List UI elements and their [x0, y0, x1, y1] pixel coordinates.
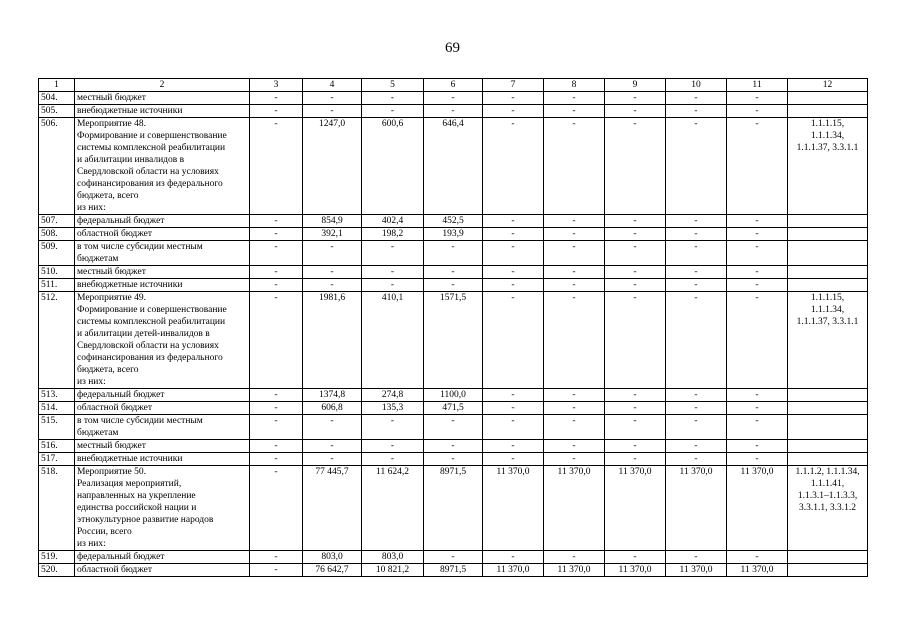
value-col-10: 11 370,0 [666, 564, 727, 577]
value-col-4: 854,9 [303, 215, 362, 228]
value-col-7: - [483, 215, 544, 228]
value-col-6: 8971,5 [424, 564, 483, 577]
value-col-9: - [605, 292, 666, 389]
value-col-9: - [605, 118, 666, 215]
row-name-line: Реализация мероприятий, [77, 479, 182, 489]
value-col-6: - [424, 440, 483, 453]
row-name [75, 215, 250, 228]
row-name-line: федеральный бюджет [77, 552, 165, 562]
value-col-8: - [544, 292, 605, 389]
value-col-7: - [483, 92, 544, 105]
value-col-4: 606,8 [303, 402, 362, 415]
row-name [75, 564, 250, 577]
table-row [39, 279, 868, 292]
row-name [75, 266, 250, 279]
value-col-3: - [250, 105, 303, 118]
value-col-6: 452,5 [424, 215, 483, 228]
value-col-8: - [544, 453, 605, 466]
value-col-7: - [483, 279, 544, 292]
value-col-11: - [727, 215, 788, 228]
row-name [75, 92, 250, 105]
value-col-11: - [727, 228, 788, 241]
value-col-3: - [250, 118, 303, 215]
value-col-8: - [544, 279, 605, 292]
value-col-9: - [605, 453, 666, 466]
value-col-7: - [483, 415, 544, 440]
target-indicators [788, 466, 868, 551]
row-number: 520. [39, 564, 75, 577]
value-col-6: - [424, 279, 483, 292]
value-col-7: - [483, 292, 544, 389]
row-name-line: бюджета, всего [77, 191, 139, 201]
row-number: 517. [39, 453, 75, 466]
value-col-10: - [666, 228, 727, 241]
row-name-line: системы комплексной реабилитации [77, 143, 226, 153]
table-body [39, 79, 868, 577]
value-col-11: - [727, 118, 788, 215]
row-name-line: из них: [77, 377, 106, 387]
target-indicator-line: 1.1.1.37, 3.3.1.1 [796, 143, 859, 153]
value-col-6: - [424, 415, 483, 440]
table-row [39, 266, 868, 279]
value-col-7: - [483, 228, 544, 241]
value-col-10: - [666, 453, 727, 466]
target-indicator-line: 1.1.1.15, [810, 293, 845, 303]
row-name-line: внебюджетные источники [77, 454, 183, 464]
value-col-5: - [362, 440, 424, 453]
value-col-11: - [727, 402, 788, 415]
value-col-5: 11 624,2 [362, 466, 424, 551]
table-row [39, 215, 868, 228]
value-col-9: - [605, 551, 666, 564]
value-col-9: - [605, 266, 666, 279]
value-col-9: - [605, 228, 666, 241]
value-col-11: 11 370,0 [727, 466, 788, 551]
value-col-10: - [666, 551, 727, 564]
value-col-6: 1100,0 [424, 389, 483, 402]
target-indicators [788, 564, 868, 577]
value-col-8: - [544, 266, 605, 279]
row-name [75, 241, 250, 266]
row-name-line: этнокультурное развитие народов [77, 515, 214, 525]
value-col-5: 10 821,2 [362, 564, 424, 577]
target-indicators [788, 292, 868, 389]
value-col-7: - [483, 402, 544, 415]
row-name [75, 105, 250, 118]
value-col-6: - [424, 453, 483, 466]
row-name-line: Свердловской области на условиях [77, 167, 219, 177]
target-indicators [788, 453, 868, 466]
value-col-11: - [727, 415, 788, 440]
column-header-4: 4 [303, 79, 362, 92]
value-col-10: - [666, 266, 727, 279]
row-number: 511. [39, 279, 75, 292]
table-row [39, 228, 868, 241]
table-row [39, 292, 868, 389]
value-col-11: 11 370,0 [727, 564, 788, 577]
value-col-8: - [544, 551, 605, 564]
value-col-10: - [666, 389, 727, 402]
value-col-4: - [303, 105, 362, 118]
row-name-line: областной бюджет [77, 565, 153, 575]
value-col-4: - [303, 279, 362, 292]
value-col-4: - [303, 92, 362, 105]
value-col-3: - [250, 551, 303, 564]
value-col-3: - [250, 92, 303, 105]
value-col-7: - [483, 241, 544, 266]
value-col-4: 392,1 [303, 228, 362, 241]
value-col-4: - [303, 453, 362, 466]
value-col-10: - [666, 402, 727, 415]
value-col-6: - [424, 105, 483, 118]
row-name-line: системы комплексной реабилитации [77, 317, 226, 327]
value-col-8: - [544, 389, 605, 402]
value-col-7: 11 370,0 [483, 466, 544, 551]
value-col-7: - [483, 266, 544, 279]
value-col-3: - [250, 453, 303, 466]
row-name [75, 389, 250, 402]
value-col-3: - [250, 440, 303, 453]
value-col-8: 11 370,0 [544, 564, 605, 577]
value-col-5: 410,1 [362, 292, 424, 389]
table-row [39, 241, 868, 266]
target-indicators [788, 551, 868, 564]
value-col-9: - [605, 440, 666, 453]
value-col-7: - [483, 453, 544, 466]
row-name [75, 279, 250, 292]
value-col-6: - [424, 551, 483, 564]
row-name [75, 551, 250, 564]
value-col-11: - [727, 92, 788, 105]
value-col-5: - [362, 105, 424, 118]
value-col-8: - [544, 215, 605, 228]
row-name-line: бюджетам [77, 254, 119, 264]
value-col-8: - [544, 105, 605, 118]
row-number: 509. [39, 241, 75, 266]
value-col-8: - [544, 228, 605, 241]
value-col-5: - [362, 415, 424, 440]
column-header-5: 5 [362, 79, 424, 92]
column-header-10: 10 [666, 79, 727, 92]
target-indicators [788, 415, 868, 440]
target-indicators [788, 105, 868, 118]
value-col-3: - [250, 266, 303, 279]
row-name-line: Мероприятие 50. [77, 467, 147, 477]
target-indicators [788, 266, 868, 279]
row-name [75, 453, 250, 466]
value-col-3: - [250, 241, 303, 266]
value-col-9: - [605, 215, 666, 228]
column-header-11: 11 [727, 79, 788, 92]
value-col-9: - [605, 105, 666, 118]
target-indicators [788, 440, 868, 453]
row-name [75, 292, 250, 389]
value-col-3: - [250, 228, 303, 241]
column-header-3: 3 [250, 79, 303, 92]
table-row [39, 564, 868, 577]
value-col-10: - [666, 279, 727, 292]
column-header-6: 6 [424, 79, 483, 92]
value-col-8: - [544, 241, 605, 266]
table-row [39, 118, 868, 215]
target-indicator-line: 1.1.1.34, [810, 131, 845, 141]
value-col-5: 600,6 [362, 118, 424, 215]
value-col-4: - [303, 241, 362, 266]
value-col-4: - [303, 415, 362, 440]
value-col-10: 11 370,0 [666, 466, 727, 551]
row-name-line: Мероприятие 49. [77, 293, 147, 303]
value-col-10: - [666, 215, 727, 228]
value-col-4: 803,0 [303, 551, 362, 564]
value-col-9: - [605, 241, 666, 266]
row-name-line: из них: [77, 203, 106, 213]
value-col-5: 402,4 [362, 215, 424, 228]
row-number: 515. [39, 415, 75, 440]
table-row [39, 402, 868, 415]
value-col-9: - [605, 92, 666, 105]
column-header-12: 12 [788, 79, 868, 92]
value-col-4: 77 445,7 [303, 466, 362, 551]
row-number: 514. [39, 402, 75, 415]
row-number: 512. [39, 292, 75, 389]
value-col-9: - [605, 389, 666, 402]
value-col-7: 11 370,0 [483, 564, 544, 577]
row-name-line: Формирование и совершенствование [77, 305, 227, 315]
target-indicators [788, 92, 868, 105]
row-name-line: федеральный бюджет [77, 216, 165, 226]
value-col-11: - [727, 453, 788, 466]
table-row [39, 440, 868, 453]
value-col-8: - [544, 92, 605, 105]
value-col-7: - [483, 105, 544, 118]
column-header-8: 8 [544, 79, 605, 92]
row-number: 505. [39, 105, 75, 118]
value-col-6: 193,9 [424, 228, 483, 241]
value-col-10: - [666, 92, 727, 105]
row-number: 519. [39, 551, 75, 564]
budget-table [38, 78, 868, 577]
value-col-4: - [303, 440, 362, 453]
row-name-line: из них: [77, 539, 106, 549]
value-col-5: 803,0 [362, 551, 424, 564]
value-col-11: - [727, 279, 788, 292]
value-col-10: - [666, 415, 727, 440]
value-col-10: - [666, 292, 727, 389]
value-col-4: 1247,0 [303, 118, 362, 215]
target-indicator-line: 1.1.1.2, 1.1.1.34, [795, 467, 860, 477]
value-col-4: 76 642,7 [303, 564, 362, 577]
value-col-9: - [605, 415, 666, 440]
target-indicators [788, 279, 868, 292]
value-col-10: - [666, 440, 727, 453]
column-header-7: 7 [483, 79, 544, 92]
row-name-line: федеральный бюджет [77, 390, 165, 400]
row-name [75, 440, 250, 453]
value-col-6: 1571,5 [424, 292, 483, 389]
row-name-line: направленных на укрепление [77, 491, 196, 501]
value-col-6: 8971,5 [424, 466, 483, 551]
row-name-line: Мероприятие 48. [77, 119, 147, 129]
row-number: 508. [39, 228, 75, 241]
row-name-line: Свердловской области на условиях [77, 341, 219, 351]
value-col-3: - [250, 466, 303, 551]
row-name [75, 118, 250, 215]
row-name-line: софинансирования из федерального [77, 353, 223, 363]
row-name [75, 466, 250, 551]
row-name-line: единства российской нации и [77, 503, 197, 513]
value-col-11: - [727, 105, 788, 118]
value-col-6: 646,4 [424, 118, 483, 215]
row-number: 516. [39, 440, 75, 453]
target-indicator-line: 1.1.3.1–1.1.3.3, [797, 491, 858, 501]
value-col-9: 11 370,0 [605, 466, 666, 551]
value-col-3: - [250, 564, 303, 577]
row-name-line: местный бюджет [77, 267, 146, 277]
row-name-line: и абилитации инвалидов в [77, 155, 185, 165]
value-col-11: - [727, 241, 788, 266]
row-name-line: местный бюджет [77, 93, 146, 103]
row-name-line: местный бюджет [77, 441, 146, 451]
target-indicators [788, 215, 868, 228]
row-name-line: софинансирования из федерального [77, 179, 223, 189]
target-indicator-line: 1.1.1.34, [810, 305, 845, 315]
row-name-line: внебюджетные источники [77, 280, 183, 290]
target-indicator-line: 1.1.1.15, [810, 119, 845, 129]
table-row [39, 551, 868, 564]
page-number: 69 [445, 40, 460, 56]
value-col-9: - [605, 279, 666, 292]
value-col-8: - [544, 118, 605, 215]
row-number: 510. [39, 266, 75, 279]
value-col-7: - [483, 389, 544, 402]
row-name [75, 415, 250, 440]
value-col-6: - [424, 241, 483, 266]
row-name [75, 402, 250, 415]
table-row [39, 415, 868, 440]
value-col-5: 198,2 [362, 228, 424, 241]
row-name-line: в том числе субсидии местным [77, 416, 203, 426]
value-col-7: - [483, 440, 544, 453]
value-col-6: 471,5 [424, 402, 483, 415]
value-col-3: - [250, 215, 303, 228]
value-col-11: - [727, 266, 788, 279]
row-name-line: областной бюджет [77, 229, 153, 239]
value-col-10: - [666, 118, 727, 215]
value-col-5: - [362, 279, 424, 292]
table-row [39, 389, 868, 402]
value-col-11: - [727, 440, 788, 453]
column-header-9: 9 [605, 79, 666, 92]
value-col-5: 135,3 [362, 402, 424, 415]
value-col-7: - [483, 551, 544, 564]
value-col-6: - [424, 266, 483, 279]
value-col-7: - [483, 118, 544, 215]
value-col-4: 1981,6 [303, 292, 362, 389]
table-row [39, 105, 868, 118]
value-col-3: - [250, 389, 303, 402]
row-number: 506. [39, 118, 75, 215]
row-name-line: Формирование и совершенствование [77, 131, 227, 141]
column-header-row [39, 79, 868, 92]
target-indicators [788, 118, 868, 215]
value-col-9: - [605, 402, 666, 415]
target-indicators [788, 402, 868, 415]
value-col-3: - [250, 415, 303, 440]
row-name [75, 228, 250, 241]
value-col-10: - [666, 241, 727, 266]
value-col-5: - [362, 241, 424, 266]
value-col-5: - [362, 92, 424, 105]
row-name-line: и абилитации детей-инвалидов в [77, 329, 210, 339]
row-name-line: областной бюджет [77, 403, 153, 413]
value-col-10: - [666, 105, 727, 118]
row-number: 518. [39, 466, 75, 551]
row-name-line: внебюджетные источники [77, 106, 183, 116]
value-col-8: 11 370,0 [544, 466, 605, 551]
row-name-line: бюджетам [77, 428, 119, 438]
value-col-5: 274,8 [362, 389, 424, 402]
row-number: 513. [39, 389, 75, 402]
target-indicator-line: 1.1.1.41, [810, 479, 845, 489]
column-header-1: 1 [39, 79, 75, 92]
value-col-8: - [544, 440, 605, 453]
value-col-11: - [727, 389, 788, 402]
target-indicator-line: 1.1.1.37, 3.3.1.1 [796, 317, 859, 327]
table-row [39, 466, 868, 551]
value-col-11: - [727, 551, 788, 564]
value-col-8: - [544, 402, 605, 415]
target-indicator-line: 3.3.1.1, 3.3.1.2 [799, 503, 856, 513]
value-col-8: - [544, 415, 605, 440]
column-header-2: 2 [75, 79, 250, 92]
row-name-line: в том числе субсидии местным [77, 242, 203, 252]
row-name-line: России, всего [77, 527, 132, 537]
value-col-9: 11 370,0 [605, 564, 666, 577]
value-col-3: - [250, 292, 303, 389]
value-col-5: - [362, 453, 424, 466]
value-col-3: - [250, 279, 303, 292]
target-indicators [788, 228, 868, 241]
value-col-4: - [303, 266, 362, 279]
value-col-3: - [250, 402, 303, 415]
value-col-4: 1374,8 [303, 389, 362, 402]
target-indicators [788, 241, 868, 266]
table-row [39, 92, 868, 105]
row-number: 507. [39, 215, 75, 228]
target-indicators [788, 389, 868, 402]
table-row [39, 453, 868, 466]
row-name-line: бюджета, всего [77, 365, 139, 375]
value-col-11: - [727, 292, 788, 389]
value-col-5: - [362, 266, 424, 279]
value-col-6: - [424, 92, 483, 105]
row-number: 504. [39, 92, 75, 105]
